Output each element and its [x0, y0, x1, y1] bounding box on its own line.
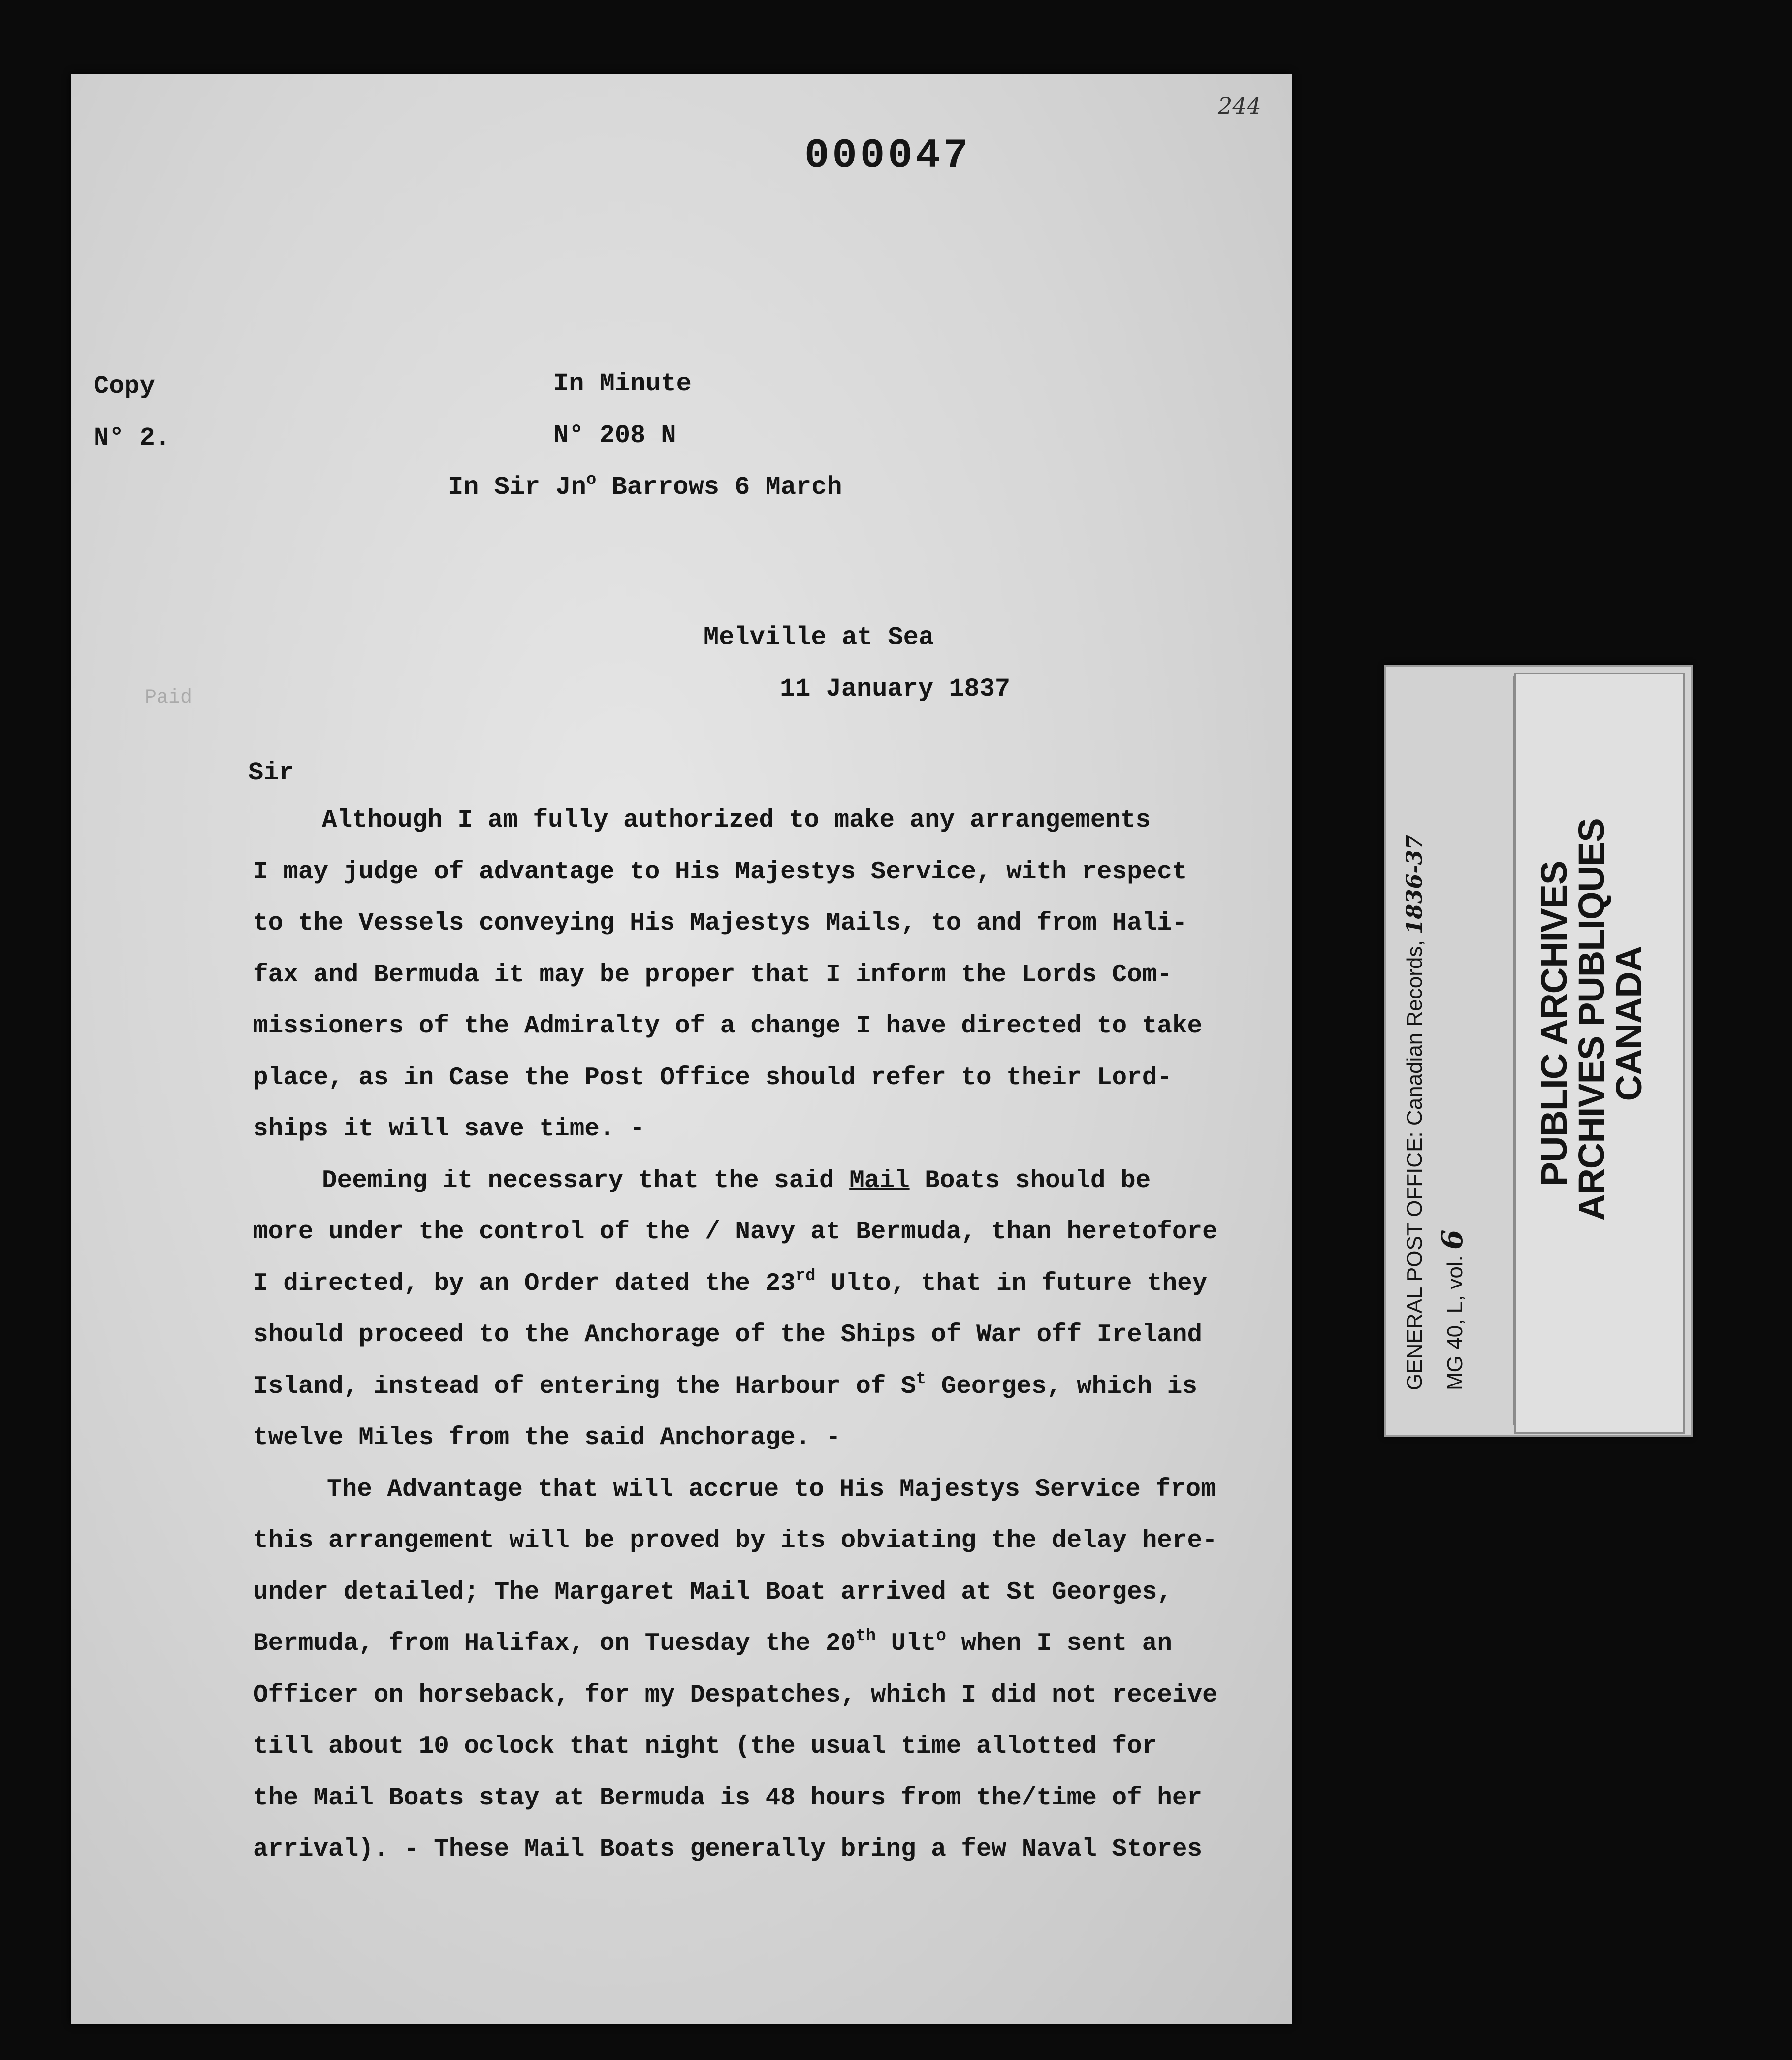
margin-note: Paid	[145, 687, 192, 709]
body-line: I directed, by an Order dated the 23rd Ulto, that in future they	[253, 1266, 1208, 1298]
body-line: Bermuda, from Halifax, on Tuesday the 20th Ult$^o$ when I sent an	[253, 1627, 1172, 1658]
body-line: Island, instead of entering the Harbour of $S^t$ Georges, which is	[253, 1369, 1197, 1401]
body-line: Officer on horseback, for my Despatches, which I did not receive	[253, 1681, 1217, 1709]
body-line: Deeming it necessary that the said Mail Boats should be	[322, 1166, 1151, 1195]
stamp-line: CANADA	[1608, 946, 1649, 1101]
body-line: ships it will save time. -	[253, 1115, 645, 1143]
volume-number: 6	[1436, 1229, 1469, 1250]
copy-label: Copy	[94, 372, 155, 401]
body-line: to the Vessels conveying His Majestys Mails, to and from Hali-	[253, 909, 1187, 937]
document-page	[71, 74, 1292, 2024]
document-number: 000047	[804, 133, 971, 180]
body-line: Although I am fully authorized to make any arrangements	[322, 806, 1151, 835]
body-line: should proceed to the Anchorage of the Ships of War off Ireland	[253, 1321, 1203, 1349]
collection-years: 1836-37	[1402, 835, 1427, 934]
copy-number: N° 2.	[94, 423, 171, 452]
stamp-line: ARCHIVES PUBLIQUES	[1571, 818, 1612, 1221]
barrows-sup: o	[586, 471, 597, 489]
page-number: 244	[1218, 93, 1261, 119]
archives-stamp-box	[1514, 673, 1685, 1434]
salutation: Sir	[248, 758, 294, 787]
body-line: I may judge of advantage to His Majestys Service, with respect	[253, 858, 1187, 886]
body-line: place, as in Case the Post Office should refer to their Lord-	[253, 1063, 1172, 1092]
barrows-reference	[448, 473, 842, 502]
body-line: more under the control of the / Navy at Bermuda, than heretofore	[253, 1218, 1217, 1246]
body-line: missioners of the Admiralty of a change I have directed to take	[253, 1012, 1203, 1040]
minute-heading: In Minute	[553, 369, 692, 398]
collection-reference: MG 40, L, vol. 6	[1436, 1229, 1469, 1390]
body-line: arrival). - These Mail Boats generally bring a few Naval Stores	[253, 1835, 1203, 1864]
barrows-rest: Barrows 6 March	[596, 473, 842, 502]
date-line: 11 January 1837	[780, 675, 1011, 704]
body-line: the Mail Boats stay at Bermuda is 48 hours from the/time of her	[253, 1784, 1203, 1812]
letter-body	[253, 795, 1287, 1876]
place-line: Melville at Sea	[704, 623, 934, 652]
barrows-prefix: In Sir Jn	[448, 473, 586, 502]
archive-label-card	[1384, 665, 1693, 1437]
minute-number: N° 208 N	[553, 421, 676, 450]
stamp-line: PUBLIC ARCHIVES	[1534, 861, 1574, 1187]
body-line: The Advantage that will accrue to His Majestys Service from	[327, 1475, 1216, 1504]
archives-stamp	[1534, 818, 1649, 1221]
body-line: fax and Bermuda it may be proper that I inform the Lords Com-	[253, 961, 1172, 989]
body-line: till about 10 oclock that night (the usual time allotted for	[253, 1733, 1157, 1761]
body-line: this arrangement will be proved by its obviating the delay here-	[253, 1527, 1217, 1555]
body-line: twelve Miles from the said Anchorage. -	[253, 1424, 841, 1452]
collection-title: GENERAL POST OFFICE: Canadian Records, 1836-37	[1402, 835, 1427, 1390]
body-line: under detailed; The Margaret Mail Boat arrived at St Georges,	[253, 1578, 1172, 1607]
